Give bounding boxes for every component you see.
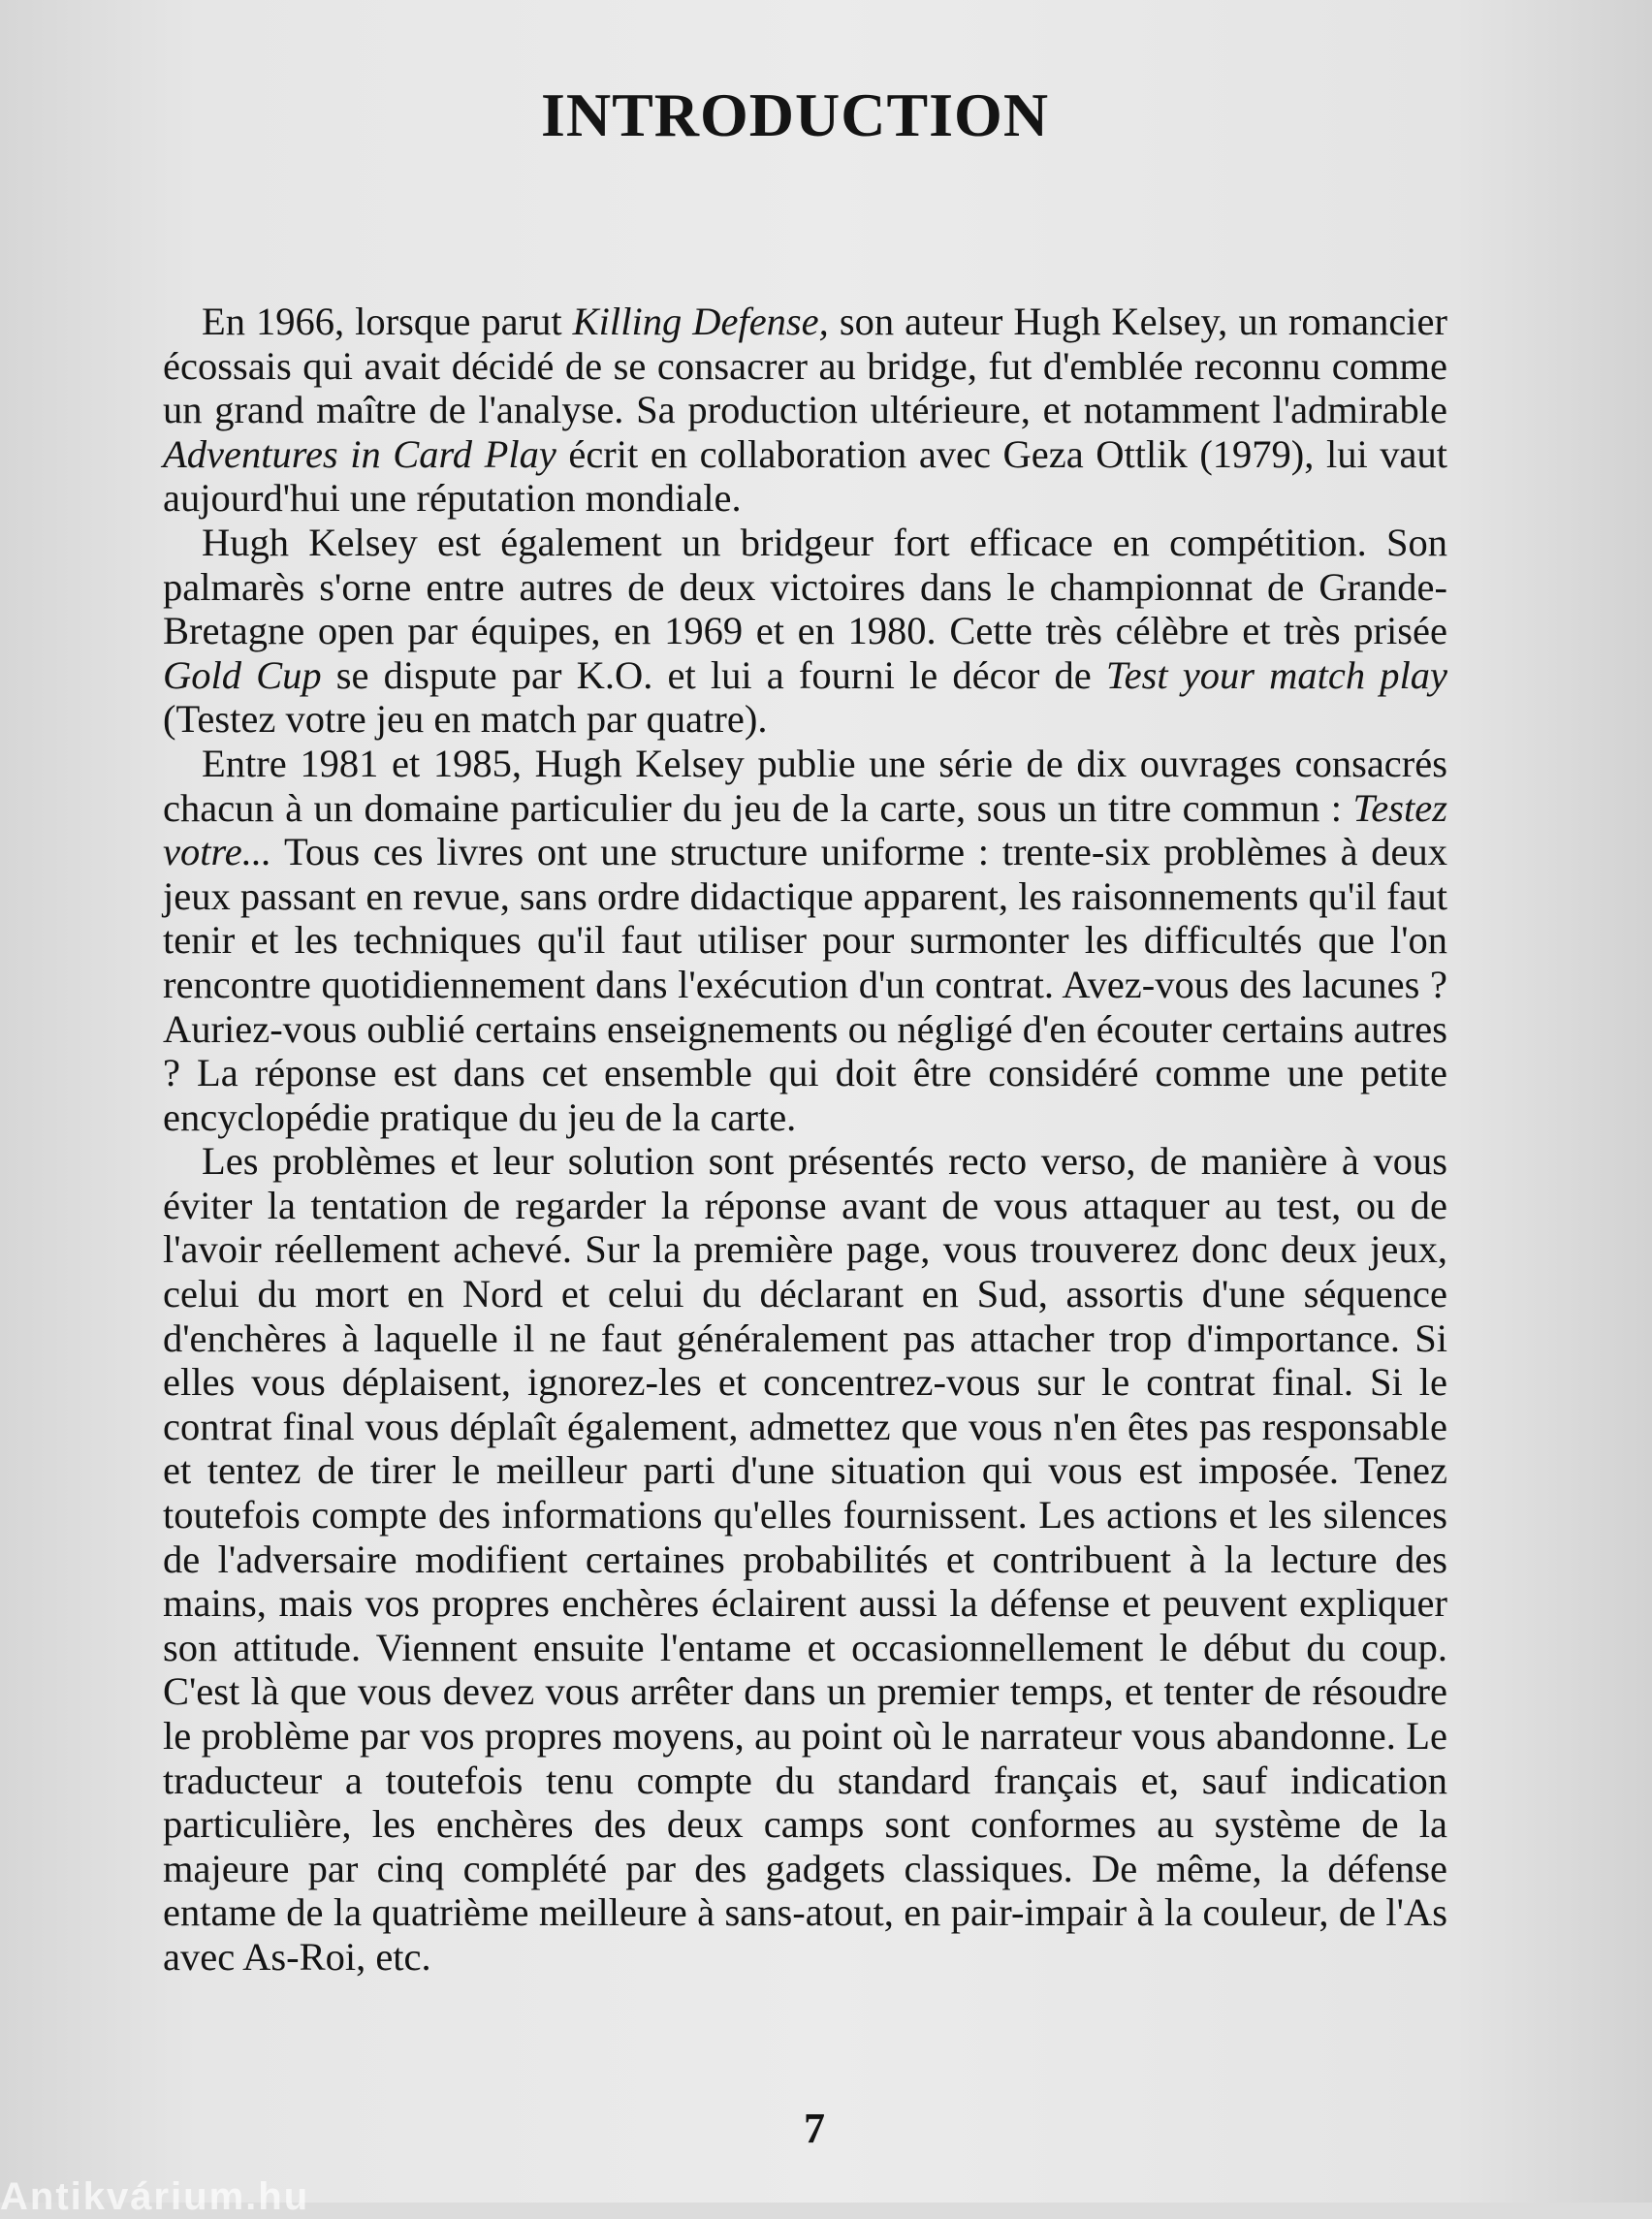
text-segment: Entre 1981 et 1985, Hugh Kelsey publie une série de dix ouvrages consacrés chacun à un domaine particulier du jeu de la carte, sous un titre commun :	[163, 741, 1447, 830]
book-title-killing-defense: Killing Defense,	[572, 300, 829, 343]
competition-title-gold-cup: Gold Cup	[163, 652, 322, 697]
series-title-testez-votre: Testez votre...	[163, 785, 1447, 874]
text-segment: écrit en collaboration avec Geza Ottlik (1979), lui vaut aujourd'hui une réputation mondiale.	[163, 431, 1447, 521]
text-segment: Tous ces livres ont une structure uniforme : trente-six problèmes à deux jeux passant en revue, sans ordre didactique apparent, les raisonnements qu'il faut tenir et les techniques qu'il faut utiliser pour surmonter les difficultés que l'on rencontre quotidiennement dans l'exécution d'un contrat. Avez-vous des lacunes ? Auriez-vous oublié certains enseignements ou négligé d'en écouter certains autres ? La réponse est dans cet ensemble qui doit être considéré comme une petite encyclopédie pratique du jeu de la carte.	[163, 830, 1447, 1139]
book-title-test-your-match-play: Test your match play	[1105, 652, 1447, 697]
text-segment: son auteur Hugh Kelsey, un romancier écossais qui avait décidé de se consacrer au bridge, fut d'emblée reconnu comme un grand maître de l'analyse. Sa production ultérieure, et notamment l'admirable	[163, 300, 1448, 432]
text-segment: Les problèmes et leur solution sont présentés recto verso, de manière à vous éviter la tentation de regarder la réponse avant de vous attaquer au test, ou de l'avoir réellement achevé. Sur la première page, vous trouverez donc deux jeux, celui du mort en Nord et celui du déclarant en Sud, assortis d'une séquence d'enchères à laquelle il ne faut généralement pas attacher trop d'importance. Si elles vous déplaisent, ignorez-les et concentrez-vous sur le contrat final. Si le contrat final vous déplaît également, admettez que vous n'en êtes pas responsable et tentez de tirer le meilleur parti d'une situation qui vous est imposée. Tenez toutefois compte des informations qu'elles fournissent. Les actions et les silences de l'adversaire modifient certaines probabilités et contribuent à la lecture des mains, mais vos propres enchères éclairent aussi la défense et peuvent expliquer son attitude. Viennent ensuite l'entame et occasionnellement le début du coup. C'est là que vous devez vous arrêter dans un premier temps, et tenter de résoudre le problème par vos propres moyens, au point où le narrateur vous abandonne. Le traducteur a toutefois tenu compte du standard français et, sauf indication particulière, les enchères des deux camps sont conformes au système de la majeure par cinq complété par des gadgets classiques. De même, la défense entame de la quatrième meilleure à sans-atout, en pair-impair à la couleur, de l'As avec As-Roi, etc.	[163, 1139, 1447, 1979]
text-segment: (Testez votre jeu en match par quatre).	[163, 697, 768, 742]
page-title: INTRODUCTION	[540, 80, 1050, 149]
paragraph-3	[163, 742, 1447, 1139]
text-segment: se dispute par K.O. et lui a fourni le décor de	[321, 652, 1106, 697]
text-segment: Hugh Kelsey est également un bridgeur fort efficace en compétition. Son palmarès s'orne entre autres de deux victoires dans le championnat de Grande-Bretagne open par équipes, en 1969 et en 1980. Cette très célèbre et très prisée	[163, 520, 1447, 653]
text-segment: En 1966, lorsque parut	[202, 300, 573, 343]
book-title-adventures-in-card-play: Adventures in Card Play	[163, 431, 556, 476]
watermark-text: Antikvárium.hu	[0, 2175, 310, 2218]
paragraph-4	[163, 1139, 1447, 1979]
paragraph-2	[163, 521, 1447, 742]
introduction-body	[163, 300, 1447, 1980]
paragraph-1	[163, 300, 1447, 521]
page-number: 7	[804, 2105, 825, 2152]
